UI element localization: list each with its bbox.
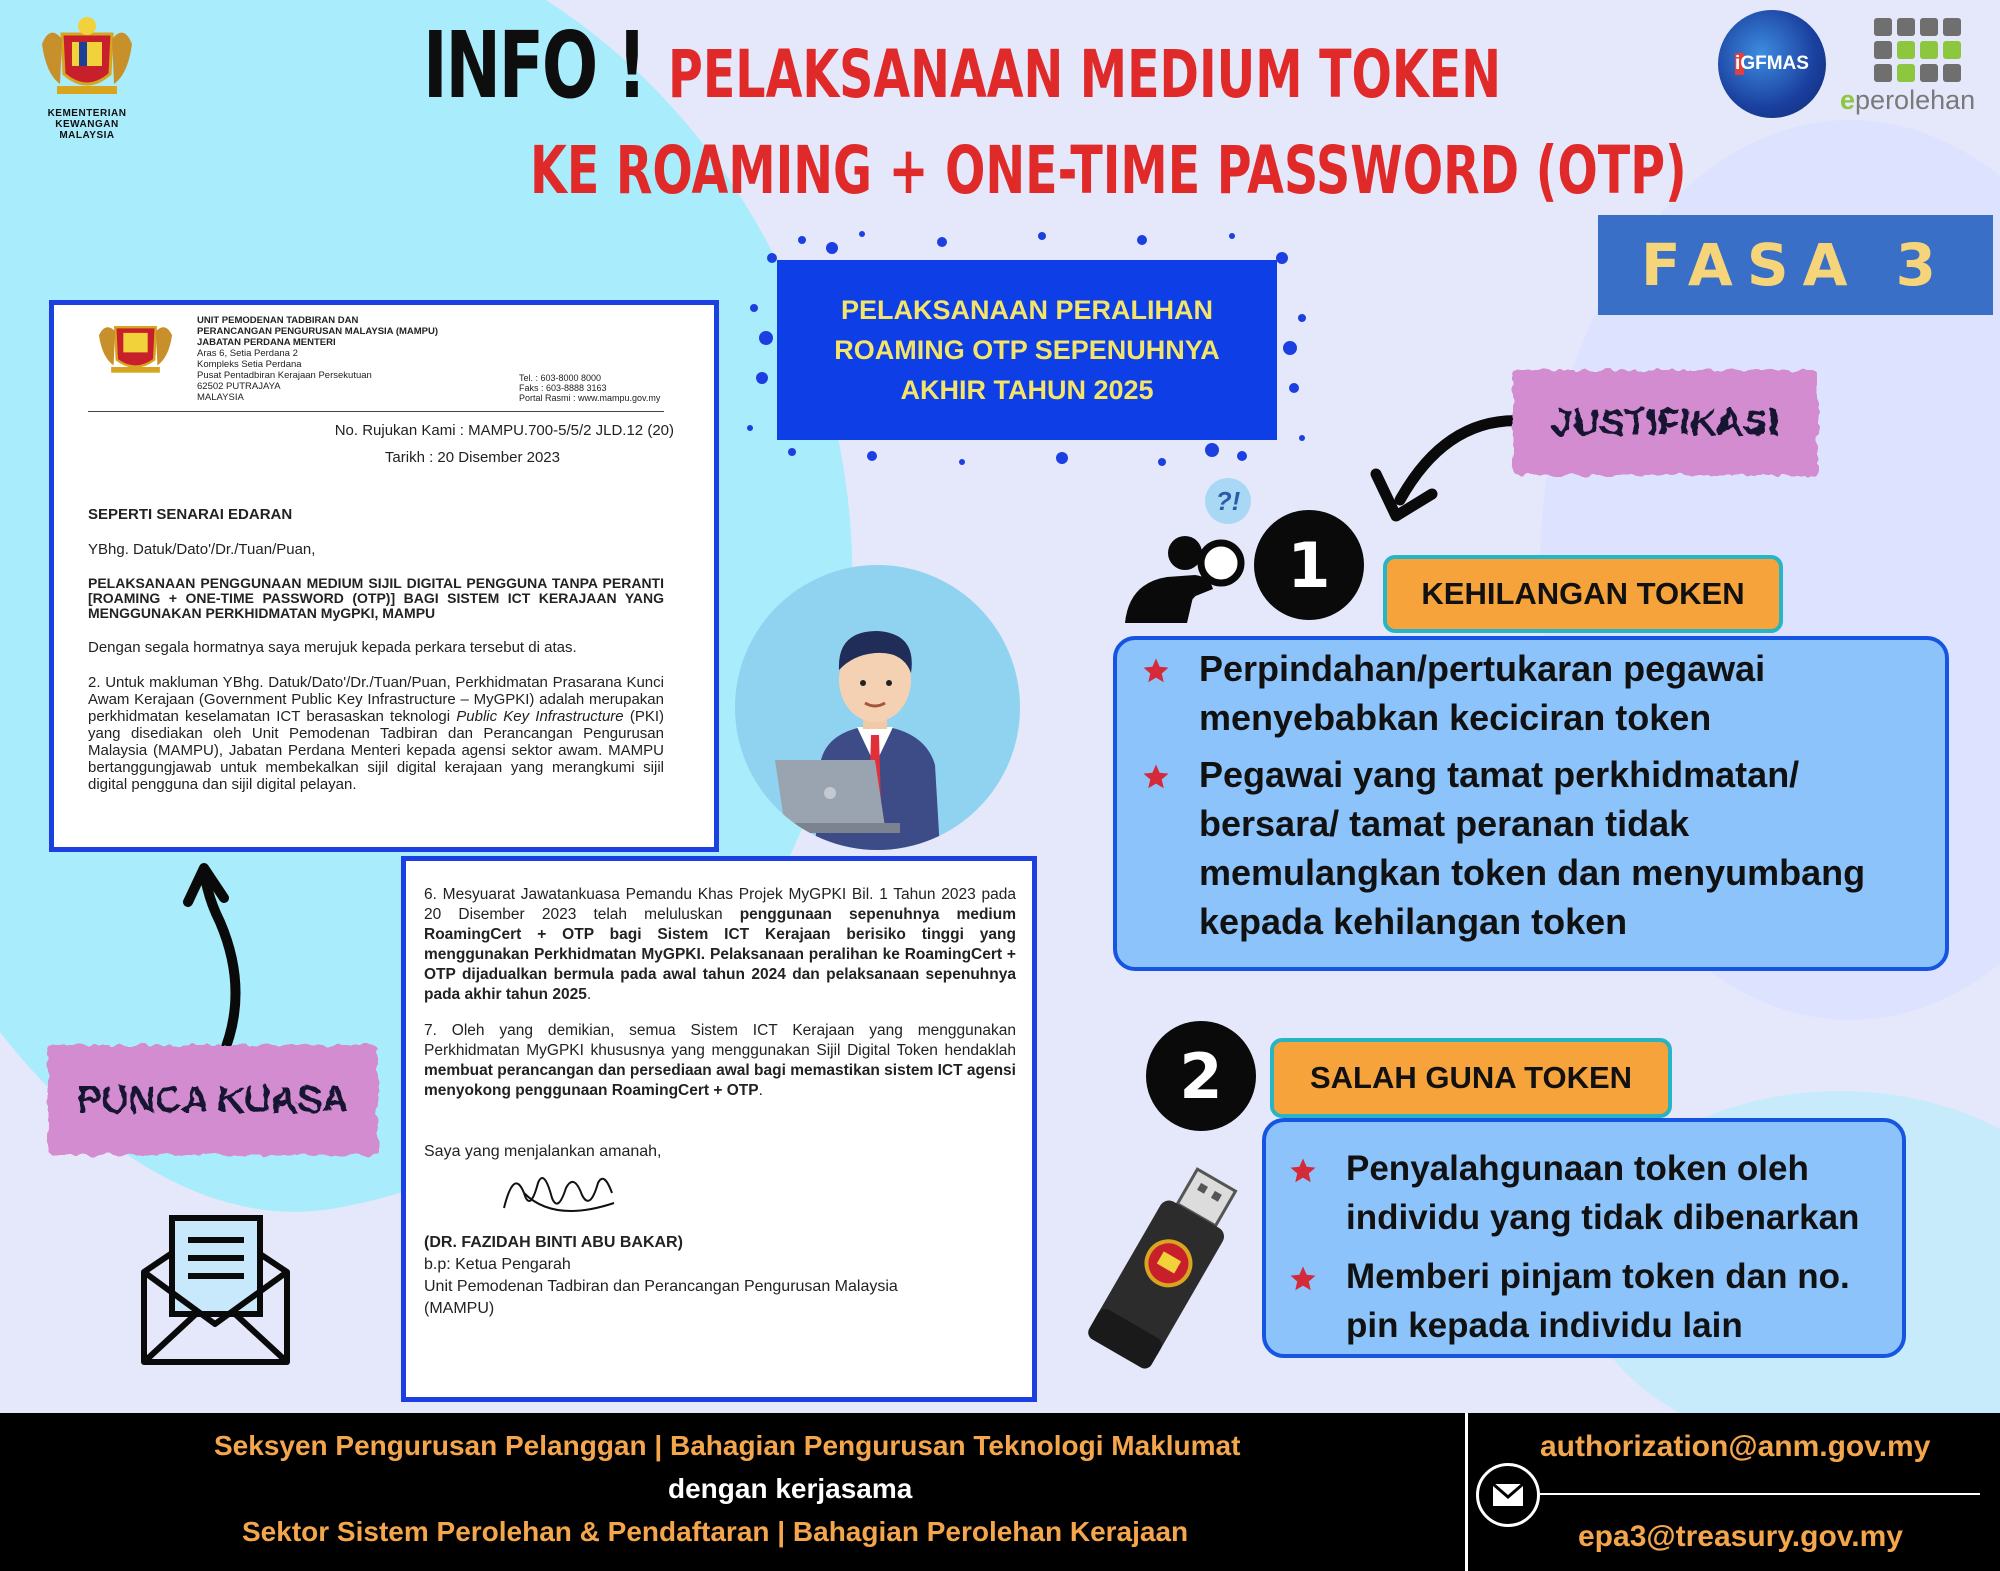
eperolehan-logo (1840, 18, 1990, 116)
page-title-line1: PELAKSANAAN MEDIUM TOKEN (668, 36, 1501, 113)
footer-line1: Seksyen Pengurusan Pelanggan | Bahagian Pengurusan Teknologi Maklumat (214, 1430, 1241, 1461)
list-item: Penyalahgunaan token oleh individu yang tidak dibenarkan (1346, 1144, 1892, 1242)
person-magnifier-icon (1115, 525, 1255, 625)
handwritten-signature (494, 1163, 634, 1225)
announcement-box (777, 260, 1277, 440)
kehilangan-token-box (1113, 636, 1949, 971)
signatory-name: (DR. FAZIDAH BINTI ABU BAKAR) (424, 1234, 683, 1251)
recipient: SEPERTI SENARAI EDARAN (88, 506, 293, 523)
paragraph-1: Dengan segala hormatnya saya merujuk kepada perkara tersebut di atas. (88, 639, 577, 656)
info-heading: INFO ! (423, 12, 645, 119)
punca-kuasa-label: PUNCA KUASA (48, 1045, 378, 1155)
footer-rule (1540, 1493, 1980, 1495)
footer-divider (1465, 1413, 1468, 1571)
paragraph-7: 7. Oleh yang demikian, semua Sistem ICT Kerajaan yang menggunakan Perkhidmatan MyGPKI khususnya yang menggunakan Sijil Digital Token hendaklah membuat perancangan dan persediaan awal bagi memastikan sistem ICT agensi menyokong penggunaan RoamingCert + OTP. (424, 1022, 1016, 1099)
divider (88, 411, 664, 412)
announcement-line3: AKHIR TAHUN 2025 (900, 375, 1154, 405)
signatory-unit: Unit Pemodenan Tadbiran dan Perancangan Pengurusan Malaysia (424, 1278, 898, 1295)
question-bubble-icon: ?! (1205, 478, 1251, 524)
list-item: Pegawai yang tamat perkhidmatan/ bersara/ tamat peranan tidak memulangkan token dan menyumbang kepada kehilangan token (1199, 750, 1925, 946)
star-bullet-icon (1141, 762, 1171, 792)
salutation: YBhg. Datuk/Dato'/Dr./Tuan/Puan, (88, 541, 316, 558)
signatory-unit-abbr: (MAMPU) (424, 1300, 495, 1317)
footer-line3: Sektor Sistem Perolehan & Pendaftaran | Bahagian Perolehan Kerajaan (242, 1516, 1189, 1547)
paragraph-2: 2. Untuk makluman YBhg. Datuk/Dato'/Dr./Tuan/Puan, Perkhidmatan Prasarana Kunci Awam Kerajaan (Government Public Key Infrastructure – MyGPKI) adalah merupakan perkhidmatan keselamatan ICT berasaskan teknologi Public Key Infrastructure (PKI) yang disediakan oleh Unit Pemodenan Tadbiran dan Perancangan Pengurusan Malaysia (MAMPU), Jabatan Perdana Menteri kepada agensi sektor awam. MAMPU bertanggungjawab untuk membekalkan sijil digital kerajaan yang merangkumi sijil digital pengguna dan sijil digital pelayan. (88, 674, 664, 793)
signature-block (424, 1141, 1016, 1320)
email-link-2[interactable]: epa3@treasury.gov.my (1578, 1520, 1903, 1553)
email-link-1[interactable]: authorization@anm.gov.my (1540, 1430, 1931, 1463)
letter-subject: PELAKSANAAN PENGGUNAAN MEDIUM SIJIL DIGITAL PENGGUNA TANPA PERANTI [ROAMING + ONE-TIME PASSWORD (OTP)] BAGI SISTEM ICT KERAJAAN YANG MENGGUNAKAN PERKHIDMATAN MyGPKI, MAMPU (88, 575, 664, 621)
official-letter-page1 (49, 300, 719, 852)
footer-line2: dengan kerjasama (668, 1473, 913, 1504)
crest-icon (88, 315, 183, 380)
envelope-letter-icon (138, 1212, 293, 1367)
mail-icon (1476, 1463, 1540, 1527)
kehilangan-token-label: KEHILANGAN TOKEN (1383, 555, 1783, 633)
closing: Saya yang menjalankan amanah, (424, 1143, 662, 1160)
list-item: Memberi pinjam token dan no. pin kepada individu lain (1346, 1252, 1892, 1350)
letterhead: UNIT PEMODENAN TADBIRAN DAN PERANCANGAN PENGURUSAN MALAYSIA (MAMPU) JABATAN PERDANA MENTERI Aras 6, Setia Perdana 2 Kompleks Setia Perdana Pusat Pentadbiran Kerajaan Persekutuan 62502 PUTRAJAYA MALAYSIA (197, 315, 439, 403)
letter-date: Tarikh : 20 Disember 2023 (384, 449, 560, 466)
number-badge-2: 2 (1146, 1021, 1256, 1131)
igfmas-logo-text: iGFMAS (1735, 53, 1809, 74)
announcement-line1: PELAKSANAAN PERALIHAN (840, 295, 1213, 325)
eperolehan-logo-text: eperolehan (1840, 85, 1976, 115)
crest-logo (28, 14, 146, 141)
eperolehan-logo-mark (1874, 18, 1990, 82)
paragraph-6: 6. Mesyuarat Jawatankuasa Pemandu Khas Projek MyGPKI Bil. 1 Tahun 2023 pada 20 Disember 2023 telah meluluskan penggunaan sepenuhnya medium RoamingCert + OTP bagi Sistem ICT Kerajaan berisiko tinggi yang menggunakan Perkhidmatan MyGPKI. Pelaksanaan peralihan ke RoamingCert + OTP dijadualkan bermula pada awal tahun 2024 dan pelaksanaan sepenuhnya pada akhir tahun 2025. (424, 886, 1016, 1003)
businessman-laptop-illustration (735, 565, 1020, 850)
star-bullet-icon (1288, 1156, 1318, 1186)
announcement-line2: ROAMING OTP SEPENUHNYA (834, 335, 1220, 365)
list-item: Perpindahan/pertukaran pegawai menyebabkan keciciran token (1199, 644, 1925, 742)
salah-guna-token-label: SALAH GUNA TOKEN (1270, 1038, 1672, 1118)
number-badge-1: 1 (1254, 510, 1364, 620)
reference-number: No. Rujukan Kami : MAMPU.700-5/5/2 JLD.12 (20) (334, 422, 674, 439)
igfmas-logo (1718, 10, 1826, 118)
page-title-line2: KE ROAMING + ONE-TIME PASSWORD (OTP) (530, 132, 1687, 209)
star-bullet-icon (1141, 656, 1171, 686)
usb-token-icon (1070, 1160, 1250, 1380)
letterhead-contacts: Tel. : 603-8000 8000 Faks : 603-8888 3163 Portal Rasmi : www.mampu.gov.my (519, 373, 661, 403)
justifikasi-label: JUSTIFIKASI (1513, 370, 1818, 475)
salah-guna-token-box (1262, 1118, 1906, 1358)
curved-arrow-icon (180, 862, 260, 1062)
star-bullet-icon (1288, 1264, 1318, 1294)
fasa-badge: FASA 3 (1598, 215, 1993, 315)
crest-icon (32, 14, 142, 104)
official-letter-page2 (401, 856, 1037, 1402)
signatory-title: b.p: Ketua Pengarah (424, 1256, 571, 1273)
crest-caption: KEMENTERIAN KEWANGAN MALAYSIA (47, 108, 127, 141)
